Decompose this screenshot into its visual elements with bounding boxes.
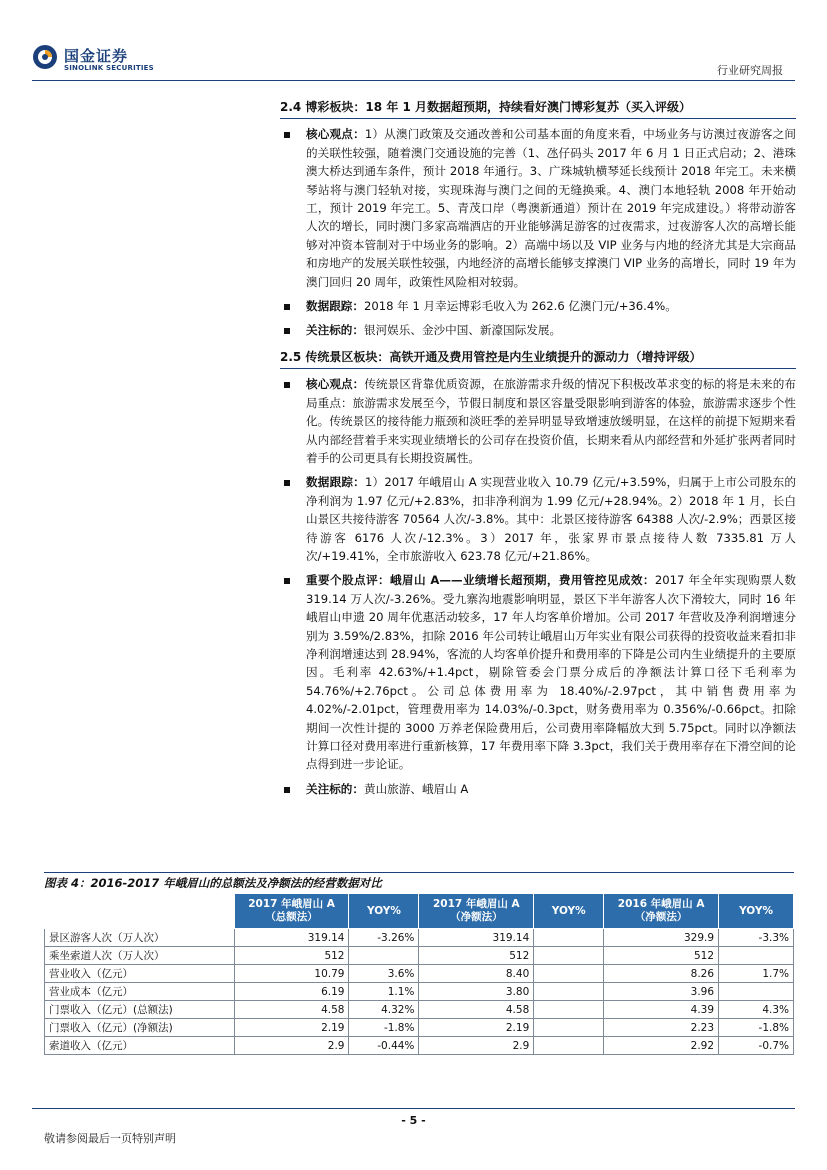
table-cell: 1.7%: [719, 965, 794, 983]
bullet-gaming-stocks: [280, 321, 796, 339]
bullet-label: 核心观点：: [306, 377, 365, 392]
operating-data-table: [44, 893, 794, 1055]
table-header-cell: YOY%: [719, 894, 794, 929]
table-cell: -3.3%: [719, 929, 794, 947]
footer-divider: [32, 1108, 795, 1109]
table-cell: 景区游客人次（万人次）: [45, 929, 235, 947]
table-cell: 8.26: [604, 965, 719, 983]
page-number: - 5 -: [401, 1114, 426, 1127]
bullet-square-icon: [284, 328, 290, 334]
report-type: 行业研究周报: [717, 64, 783, 77]
bullet-scenic-data: [280, 473, 796, 565]
table-cell: 3.6%: [349, 965, 419, 983]
bullet-square-icon: [284, 132, 290, 138]
table-cell: [534, 1019, 604, 1037]
table-cell: 索道收入（亿元）: [45, 1037, 235, 1055]
table-cell: 乘坐索道人次（万人次）: [45, 947, 235, 965]
table-header-cell: 2017 年峨眉山 A（净额法）: [419, 894, 534, 929]
table-header-cell: YOY%: [349, 894, 419, 929]
table-row: [45, 947, 794, 965]
table-header-cell: 2016 年峨眉山 A（净额法）: [604, 894, 719, 929]
table-header-blank: [45, 894, 235, 929]
table-cell: [534, 965, 604, 983]
table-cell: 319.14: [234, 929, 349, 947]
bullet-stock-review: [280, 571, 796, 773]
table-cell: 2.9: [234, 1037, 349, 1055]
table-cell: [719, 983, 794, 1001]
table-cell: 门票收入（亿元）(净额法): [45, 1019, 235, 1037]
table-cell: 4.39: [604, 1001, 719, 1019]
sinolink-logo-icon: [32, 44, 58, 70]
bullet-text: 传统景区背靠优质资源，在旅游需求升级的情况下积极改革求变的标的将是未来的布局重点：旅游需求发展至今，节假日制度和景区容量受限影响到游客的体验，旅游需求逐步个性化。传统景区的接待能力瓶颈和淡旺季的差异明显导致增速放缓明显，在这样的前提下短期来看从内部经营着手来实现业绩增长的公司存在投资价值，长期来看从内部经营和外延扩张两者同时着手的公司更具有长期投资属性。: [306, 377, 796, 465]
section-title-scenic: 2.5 传统景区板块：高铁开通及费用管控是内生业绩提升的源动力（增持评级）: [280, 346, 796, 369]
table-cell: [534, 929, 604, 947]
main-content: [280, 96, 796, 804]
table-cell: [534, 947, 604, 965]
table-cell: [534, 1001, 604, 1019]
table-cell: [534, 983, 604, 1001]
bullet-text: 1）2017 年峨眉山 A 实现营业收入 10.79 亿元/+3.59%，归属于上市公司股东的净利润为 1.97 亿元/+2.83%，扣非净利润为 1.99 亿元/+28.94%。2）2018 年 1 月，长白山景区共接待游客 70564 人次/-3.8%。其中：北景区接待游客 64388 人次/-2.9%；西景区接待游客 6176 人次/-12.3%。3）2017 年，张家界市景点接待人数 7335.81 万人次/+19.41%，全市旅游收入 623.78 亿元/+21.86%。: [306, 475, 796, 563]
table-cell: 4.58: [234, 1001, 349, 1019]
table-cell: 3.96: [604, 983, 719, 1001]
bullet-square-icon: [284, 480, 290, 486]
bullet-square-icon: [284, 787, 290, 793]
table-cell: 512: [234, 947, 349, 965]
table-cell: 1.1%: [349, 983, 419, 1001]
table-cell: 营业收入（亿元）: [45, 965, 235, 983]
table-cell: 2.23: [604, 1019, 719, 1037]
bullet-label: 关注标的：: [306, 781, 364, 796]
table-row: [45, 983, 794, 1001]
table-cell: 2.19: [234, 1019, 349, 1037]
table-cell: 10.79: [234, 965, 349, 983]
table-cell: -3.26%: [349, 929, 419, 947]
table-cell: 4.58: [419, 1001, 534, 1019]
bullet-scenic-core-view: [280, 375, 796, 467]
table-row: [45, 1001, 794, 1019]
table-cell: 329.9: [604, 929, 719, 947]
table-cell: [534, 1037, 604, 1055]
table-row: [45, 1037, 794, 1055]
bullet-text: 黄山旅游、峨眉山 A: [363, 781, 469, 796]
logo-chinese-name: 国金证券: [64, 47, 129, 65]
table-cell: 319.14: [419, 929, 534, 947]
table-cell: [719, 947, 794, 965]
table-cell: 4.3%: [719, 1001, 794, 1019]
table-header-cell: YOY%: [534, 894, 604, 929]
table-row: [45, 965, 794, 983]
bullet-square-icon: [284, 382, 290, 388]
company-logo: [32, 42, 202, 82]
table-cell: 512: [604, 947, 719, 965]
header-divider: [32, 80, 795, 81]
table-cell: 6.19: [234, 983, 349, 1001]
bullet-text: 银河娱乐、金沙中国、新濠国际发展。: [363, 323, 562, 338]
table-cell: 4.32%: [349, 1001, 419, 1019]
figure-title: 图表 4：2016-2017 年峨眉山的总额法及净额法的经营数据对比: [44, 872, 794, 894]
table-header-row: [45, 894, 794, 929]
table-cell: 512: [419, 947, 534, 965]
bullet-label: 数据跟踪：: [306, 475, 365, 490]
table-cell: 门票收入（亿元）(总额法): [45, 1001, 235, 1019]
bullet-label: 关注标的：: [306, 323, 364, 338]
table-cell: -0.7%: [719, 1037, 794, 1055]
bullet-label: 数据跟踪：: [306, 299, 364, 314]
bullet-gaming-core-view: [280, 125, 796, 291]
bullet-text: 1）从澳门政策及交通改善和公司基本面的角度来看，中场业务与访澳过夜游客之间的关联性较强，随着澳门交通设施的完善（1、氹仔码头 2017 年 6 月 1 日正式启动；2、港珠澳大桥达到通车条件，预计 2018 年通行。3、广珠城轨横琴延长线预计 2018 年完工。未来横琴站将与澳门轻轨对接，实现珠海与澳门之间的无缝换乘。4、澳门本地轻轨 2008 年开始动工，预计 2019 年完工。5、青茂口岸（粤澳新通道）预计在 2019 年完成建设。）将带动游客人次的增长，同时澳门多家高端酒店的开业能够满足游客的过夜需求，过夜游客人次的高增长能够对冲资本管制对于中场业务的影响。2）高端中场以及 VIP 业务与内地的经济尤其是大宗商品和房地产的发展关联性较强，内地经济的高增长能够支撑澳门 VIP 业务的高增长，同时 19 年为澳门回归 20 周年，政策性风险相对较弱。: [306, 127, 796, 289]
bullet-square-icon: [284, 304, 290, 310]
bullet-label: 重要个股点评：峨眉山 A——业绩增长超预期，费用管控见成效：: [306, 573, 655, 588]
table-row: [45, 1019, 794, 1037]
table-cell: [349, 947, 419, 965]
logo-english-name: SINOLINK SECURITIES: [64, 64, 154, 72]
bullet-text: 2017 年全年实现购票人数 319.14 万人次/-3.26%。受九寨沟地震影响明显，景区下半年游客人次下滑较大，同时 16 年峨眉山申遗 20 周年优惠活动较多，17 年人均客单价增加。公司 2017 年营收及净利润增速分别为 3.59%/2.83%，扣除 2016 年公司转让峨眉山万年实业有限公司获得的投资收益来看扣非净利润增速达到 28.94%，客流的人均客单价提升和费用率的下降是公司内生业绩提升的主要原因。毛利率 42.63%/+1.4pct，剔除管委会门票分成后的净额法计算口径下毛利率为 54.76%/+2.76pct。公司总体费用率为 18.40%/-2.97pct，其中销售费用率为 4.02%/-2.01pct，管理费用率为 14.03%/-0.3pct，财务费用率为 0.356%/-0.66pct。扣除期间一次性计提的 3000 万养老保险费用后，公司费用率降幅放大到 5.75pct。同时以净额法计算口径对费用率进行重新核算，17 年费用率下降 3.3pct，我们关于费用率存在下滑空间的论点得到进一步论证。: [306, 573, 796, 772]
table-cell: 3.80: [419, 983, 534, 1001]
table-cell: -1.8%: [349, 1019, 419, 1037]
table-header-cell: 2017 年峨眉山 A（总额法）: [234, 894, 349, 929]
table-cell: 2.9: [419, 1037, 534, 1055]
table-cell: 2.19: [419, 1019, 534, 1037]
bullet-scenic-stocks: [280, 780, 796, 798]
table-cell: 2.92: [604, 1037, 719, 1055]
bullet-square-icon: [284, 578, 290, 584]
table-cell: 8.40: [419, 965, 534, 983]
table-row: [45, 929, 794, 947]
section-title-gaming: 2.4 博彩板块：18 年 1 月数据超预期，持续看好澳门博彩复苏（买入评级）: [280, 96, 796, 119]
table-cell: -0.44%: [349, 1037, 419, 1055]
disclaimer: 敬请参阅最后一页特别声明: [44, 1132, 176, 1145]
bullet-gaming-data: [280, 297, 796, 315]
table-cell: 营业成本（亿元）: [45, 983, 235, 1001]
table-cell: -1.8%: [719, 1019, 794, 1037]
bullet-label: 核心观点：: [306, 127, 365, 142]
bullet-text: 2018 年 1 月幸运博彩毛收入为 262.6 亿澳门元/+36.4%。: [363, 299, 677, 314]
